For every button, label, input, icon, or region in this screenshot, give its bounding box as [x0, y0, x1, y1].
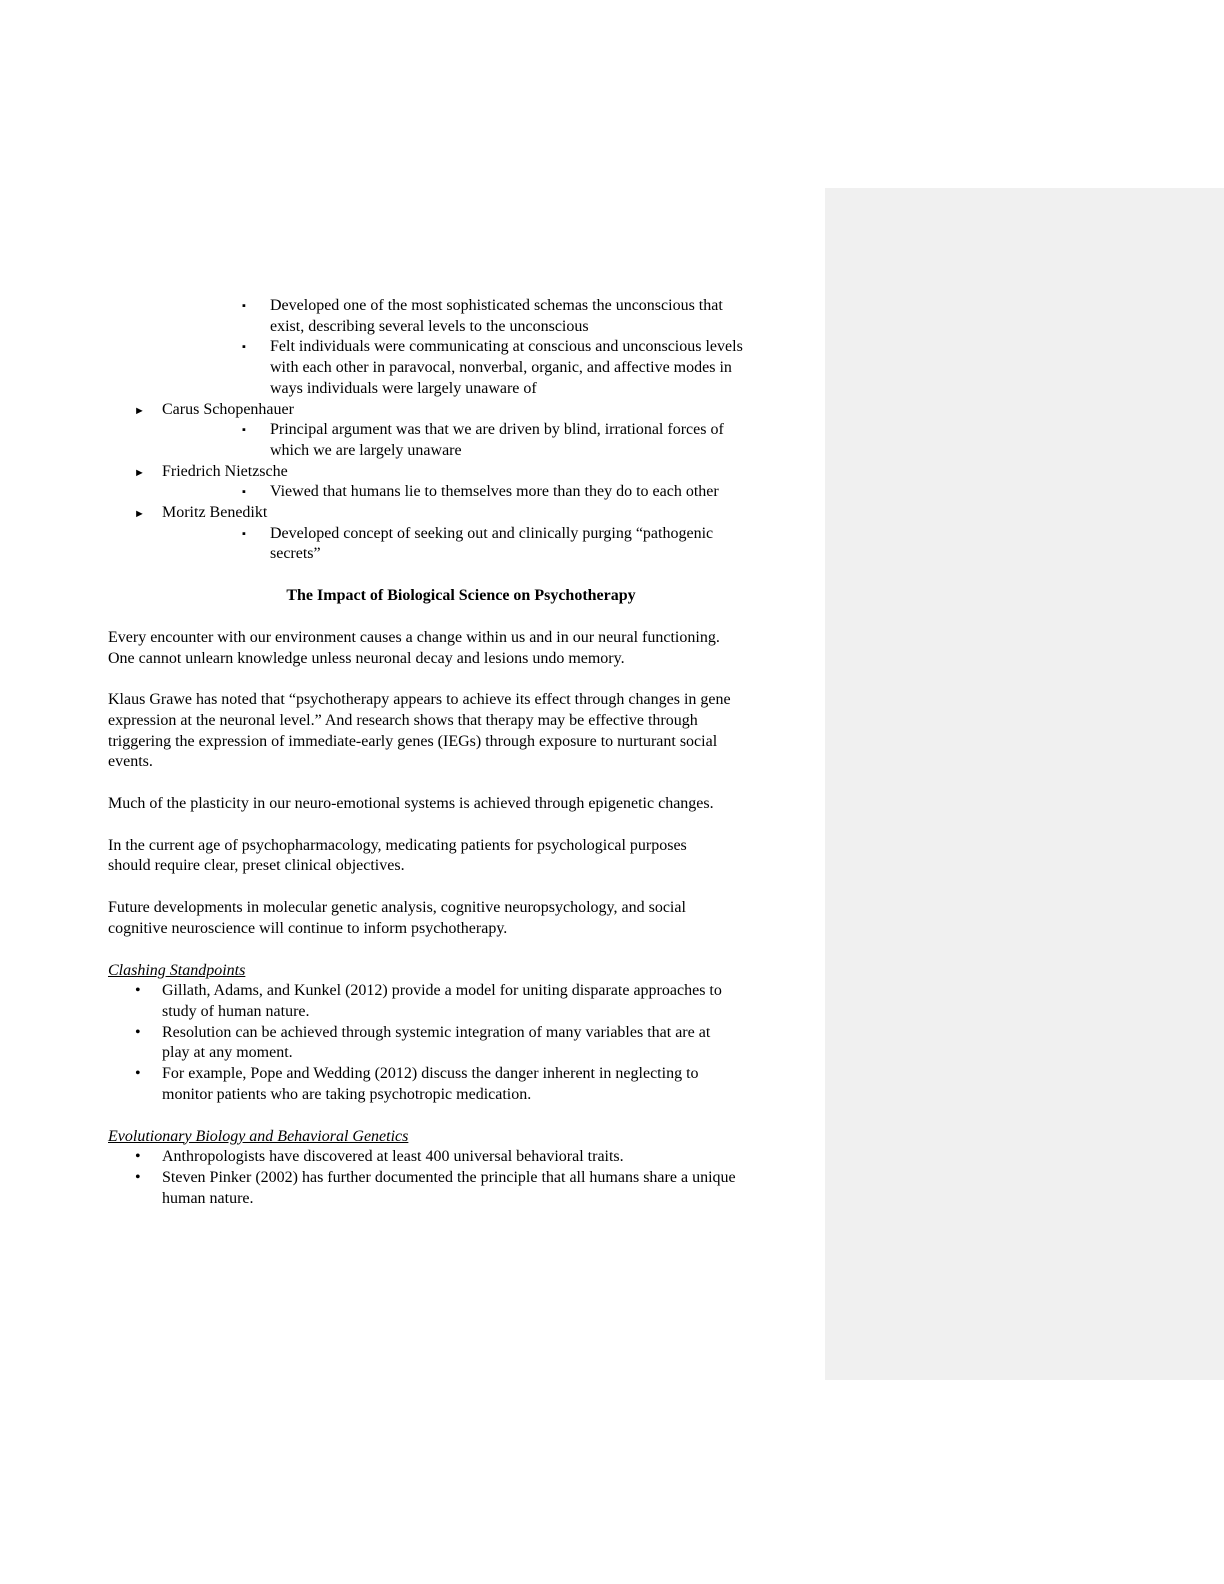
person-name: Moritz Benedikt	[162, 504, 268, 522]
round-bullet-icon: •	[135, 1168, 141, 1186]
section-heading: The Impact of Biological Science on Psychotherapy	[286, 587, 636, 605]
list-item-text: secrets”	[270, 545, 321, 563]
list-item-text: play at any moment.	[162, 1044, 293, 1062]
paragraph	[108, 690, 814, 773]
list-item	[108, 981, 814, 1022]
list-item-text: Anthropologists have discovered at least 400 universal behavioral traits.	[162, 1148, 624, 1166]
list-item	[108, 1168, 814, 1209]
list-item-text: which we are largely unaware	[270, 441, 462, 459]
paragraph	[108, 794, 814, 815]
list-item-text: Developed one of the most sophisticated schemas the unconscious that	[270, 297, 723, 314]
paragraph	[108, 628, 814, 669]
list-item-text: study of human nature.	[162, 1002, 310, 1020]
round-bullet-icon: •	[135, 982, 141, 1000]
paragraph-line: Every encounter with our environment causes a change within us and in our neural functioning.	[108, 628, 720, 646]
paragraph-line: events.	[108, 753, 153, 771]
list-item-text: Principal argument was that we are driven by blind, irrational forces of	[270, 421, 724, 439]
list-item-text: ways individuals were largely unaware of	[270, 379, 537, 397]
paragraph-line: expression at the neuronal level.” And research shows that therapy may be effective through	[108, 711, 698, 729]
list-item	[108, 482, 814, 503]
person-item	[108, 503, 814, 524]
arrow-bullet-icon: ►	[134, 466, 145, 479]
list-item	[108, 1147, 814, 1168]
comment-pane	[825, 188, 1224, 1380]
list-item-text: Felt individuals were communicating at conscious and unconscious levels	[270, 338, 743, 356]
list-item	[108, 1064, 814, 1105]
round-bullet-icon: •	[135, 1065, 141, 1083]
subsection-title: Clashing Standpoints	[108, 961, 246, 979]
list-item-text: Developed concept of seeking out and clinically purging “pathogenic	[270, 524, 714, 542]
square-bullet-icon: ▪	[242, 527, 246, 540]
paragraph-line: Future developments in molecular genetic analysis, cognitive neuropsychology, and social	[108, 899, 686, 917]
paragraph-line: cognitive neuroscience will continue to inform psychotherapy.	[108, 919, 508, 937]
subsection-title: Evolutionary Biology and Behavioral Genetics	[108, 1127, 409, 1145]
arrow-bullet-icon: ►	[134, 508, 145, 521]
paragraph-line: One cannot unlearn knowledge unless neuronal decay and lesions undo memory.	[108, 649, 625, 667]
list-item	[108, 420, 814, 461]
person-name: Friedrich Nietzsche	[162, 462, 288, 480]
round-bullet-icon: •	[135, 1023, 141, 1041]
list-item-text: For example, Pope and Wedding (2012) discuss the danger inherent in neglecting to	[162, 1065, 699, 1083]
list-item	[108, 1023, 814, 1064]
list-item-text: human nature.	[162, 1189, 254, 1207]
square-bullet-icon: ▪	[242, 486, 246, 499]
paragraph-line: Klaus Grawe has noted that “psychotherapy appears to achieve its effect through changes in gene	[108, 691, 731, 709]
list-item-text: Viewed that humans lie to themselves more than they do to each other	[270, 483, 719, 501]
list-item	[108, 337, 814, 399]
list-item-text: Steven Pinker (2002) has further documented the principle that all humans share a unique	[162, 1168, 736, 1186]
list-item-text: Resolution can be achieved through systemic integration of many variables that are at	[162, 1023, 711, 1041]
list-item-text: exist, describing several levels to the unconscious	[270, 317, 589, 335]
paragraph-line: triggering the expression of immediate-early genes (IEGs) through exposure to nurturant social	[108, 732, 718, 750]
square-bullet-icon: ▪	[242, 300, 246, 312]
person-item	[108, 400, 814, 421]
square-bullet-icon: ▪	[242, 341, 246, 354]
paragraph	[108, 836, 814, 877]
arrow-bullet-icon: ►	[134, 404, 145, 417]
list-item-text: Gillath, Adams, and Kunkel (2012) provide a model for uniting disparate approaches to	[162, 982, 722, 1000]
person-item	[108, 462, 814, 483]
list-item-text: monitor patients who are taking psychotropic medication.	[162, 1085, 532, 1103]
list-item	[108, 524, 814, 565]
square-bullet-icon: ▪	[242, 424, 246, 437]
round-bullet-icon: •	[135, 1148, 141, 1166]
paragraph-line: should require clear, preset clinical objectives.	[108, 857, 405, 875]
paragraph-line: Much of the plasticity in our neuro-emotional systems is achieved through epigenetic changes.	[108, 795, 714, 813]
list-item	[108, 296, 814, 337]
person-name: Carus Schopenhauer	[162, 400, 294, 418]
paragraph	[108, 898, 814, 939]
document-body	[108, 296, 814, 1209]
paragraph-line: In the current age of psychopharmacology, medicating patients for psychological purposes	[108, 836, 687, 854]
list-item-text: with each other in paravocal, nonverbal, organic, and affective modes in	[270, 359, 732, 377]
